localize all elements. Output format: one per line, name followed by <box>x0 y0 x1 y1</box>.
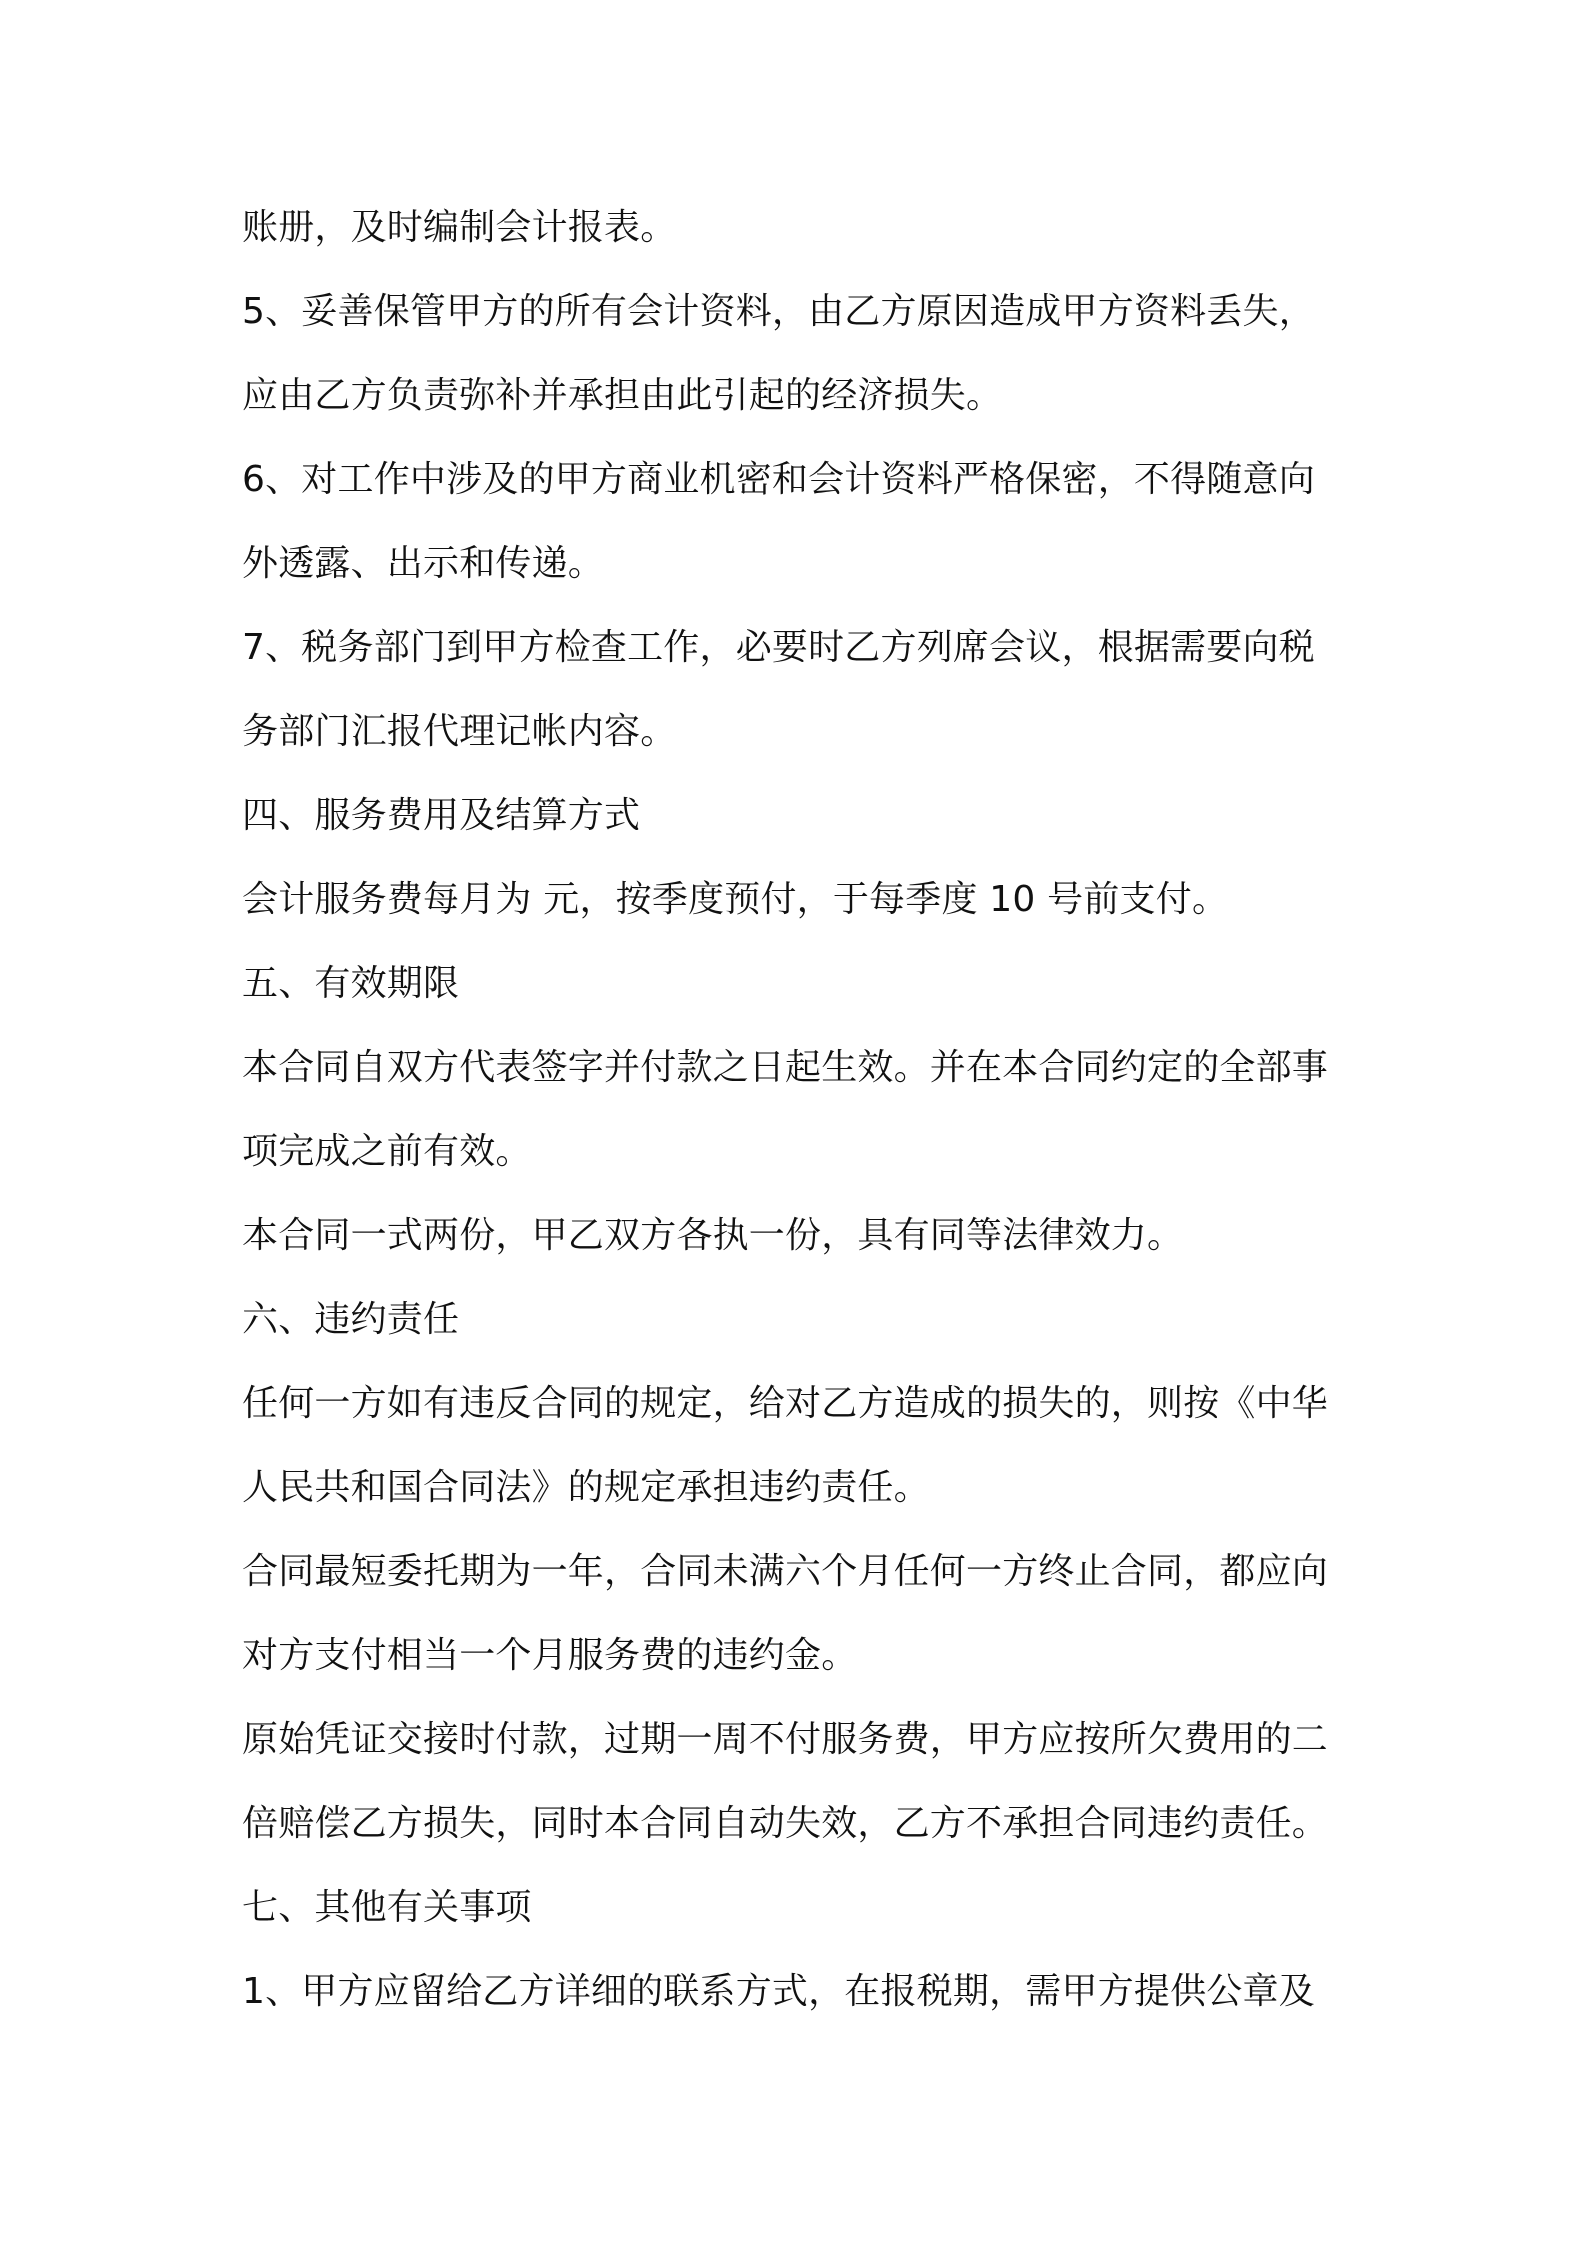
payment-penalty-line-2: 倍赔偿乙方损失，同时本合同自动失效，乙方不承担合同违约责任。 <box>242 1803 1329 1844</box>
minimum-term-line-2: 对方支付相当一个月服务费的违约金。 <box>242 1635 858 1676</box>
liability-paragraph-line-2: 人民共和国合同法》的规定承担违约责任。 <box>242 1467 930 1508</box>
term-paragraph-line-1: 本合同自双方代表签字并付款之日起生效。并在本合同约定的全部事 <box>242 1047 1329 1088</box>
copies-paragraph: 本合同一式两份，甲乙双方各执一份，具有同等法律效力。 <box>242 1215 1184 1256</box>
fees-paragraph: 会计服务费每月为 元，按季度预付，于每季度 10 号前支付。 <box>242 879 1229 920</box>
section-heading-term: 五、有效期限 <box>242 963 460 1004</box>
section-heading-other: 七、其他有关事项 <box>242 1887 532 1928</box>
term-paragraph-line-2: 项完成之前有效。 <box>242 1131 532 1172</box>
minimum-term-line-1: 合同最短委托期为一年，合同未满六个月任何一方终止合同，都应向 <box>242 1551 1329 1592</box>
document-body <box>242 196 1362 2044</box>
section-heading-liability: 六、违约责任 <box>242 1299 460 1340</box>
section-heading-fees: 四、服务费用及结算方式 <box>242 795 641 836</box>
clause-6-line-2: 外透露、出示和传递。 <box>242 543 605 584</box>
liability-paragraph-line-1: 任何一方如有违反合同的规定，给对乙方造成的损失的，则按《中华 <box>242 1383 1329 1424</box>
clause-5-line-2: 应由乙方负责弥补并承担由此引起的经济损失。 <box>242 375 1003 416</box>
text-line: 账册，及时编制会计报表。 <box>242 207 677 248</box>
other-clause-1-line-1: 1、甲方应留给乙方详细的联系方式，在报税期，需甲方提供公章及 <box>242 1971 1315 2012</box>
clause-7-line-1: 7、税务部门到甲方检查工作，必要时乙方列席会议，根据需要向税 <box>242 627 1315 668</box>
clause-7-line-2: 务部门汇报代理记帐内容。 <box>242 711 677 752</box>
payment-penalty-line-1: 原始凭证交接时付款，过期一周不付服务费，甲方应按所欠费用的二 <box>242 1719 1329 1760</box>
clause-6-line-1: 6、对工作中涉及的甲方商业机密和会计资料严格保密，不得随意向 <box>242 459 1315 500</box>
clause-5-line-1: 5、妥善保管甲方的所有会计资料，由乙方原因造成甲方资料丢失， <box>242 291 1315 332</box>
